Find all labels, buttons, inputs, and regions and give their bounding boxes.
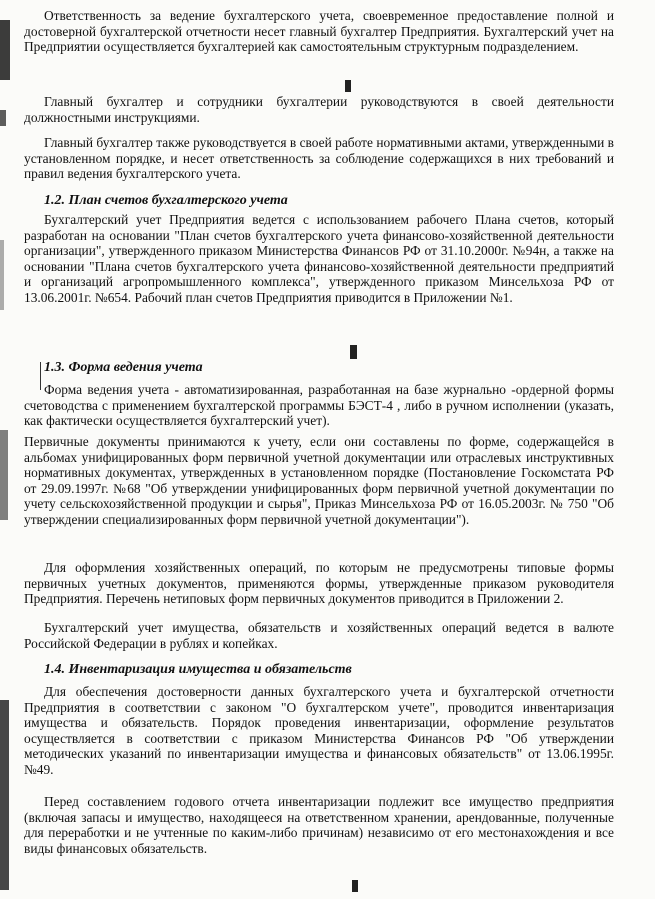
scan-edge-artifact — [0, 20, 10, 80]
paragraph-primary-documents: Первичные документы принимаются к учету, если они составлены по форме, содержащейся в альбомах унифицированных форм первичной учетной документации или отраслевых инструктивных нормативных документах, утвержденных в установленном порядке (Постановление Госкомстата РФ от 29.09.1997г. №68 "Об утверждении унифицированных форм первичной учетной документации по учету сельскохозяйственной продукции и сырья", Приказ Минсельхоза РФ от 16.05.2003г. № 750 "Об утверждении специализированных форм первичной учетной документации"). — [24, 434, 614, 527]
scan-speck — [352, 880, 358, 892]
scan-speck — [345, 80, 351, 92]
paragraph-accounting-form: Форма ведения учета - автоматизированная, разработанная на базе журнально -ордерной формы счетоводства с применением бухгалтерской программы БЭСТ-4 , либо в ручном исполнении (указать, как фактически осуществляется бухгалтерский учет). — [24, 382, 614, 429]
scan-edge-artifact — [0, 700, 9, 890]
paragraph-normative-acts: Главный бухгалтер также руководствуется в своей работе нормативными актами, утвержденными в установленном порядке, и несет ответственность за соблюдение содержащихся в них требований и правил ведения бухгалтерского учета. — [24, 135, 614, 182]
paragraph-annual-inventory: Перед составлением годового отчета инвентаризации подлежит все имущество предприятия (включая запасы и имущество, находящееся на ответственном хранении, арендованные, полученные для переработки и не учтенные по каким-либо причинам) независимо от его местонахождения и все виды финансовых обязательств. — [24, 794, 614, 856]
section-heading-1-4: 1.4. Инвентаризация имущества и обязательств — [44, 662, 352, 677]
paragraph-currency: Бухгалтерский учет имущества, обязательств и хозяйственных операций ведется в валюте Российской Федерации в рублях и копейках. — [24, 620, 614, 651]
scan-edge-artifact — [0, 110, 6, 126]
section-heading-1-3: 1.3. Форма ведения учета — [44, 360, 203, 375]
scan-edge-artifact — [0, 430, 8, 520]
paragraph-inventory: Для обеспечения достоверности данных бухгалтерского учета и бухгалтерской отчетности Предприятия в соответствии с законом "О бухгалтерском учете", проводится инвентаризация имущества и обязательств. Порядок проведения инвентаризации, оформление результатов осуществляется в соответствии с приказом Министерства Финансов РФ "Об утверждении методических указаний по инвентаризации имущества и финансовых обязательств" от 13.06.1995г. №49. — [24, 684, 614, 777]
paragraph-chart-of-accounts: Бухгалтерский учет Предприятия ведется с использованием рабочего Плана счетов, который разработан на основании "План счетов бухгалтерского учета финансово-хозяйственной деятельности организации", утвержденного приказом Министерства Финансов РФ от 31.10.2000г. №94н, а также на основании "Плана счетов бухгалтерского учета финансово-хозяйственной деятельности предприятий и организаций агропромышленного комплекса", утвержденного приказом Минсельхоза РФ от 13.06.2001г. №654. Рабочий план счетов Предприятия приводится в Приложении №1. — [24, 212, 614, 305]
paragraph-responsibility: Ответственность за ведение бухгалтерского учета, своевременное предоставление полной и достоверной бухгалтерской отчетности несет главный бухгалтер Предприятия. Бухгалтерский учет на Предприятии осуществляется бухгалтерией как самостоятельным структурным подразделением. — [24, 8, 614, 55]
scan-speck — [350, 345, 357, 359]
section-heading-1-2: 1.2. План счетов бухгалтерского учета — [44, 193, 288, 208]
scan-edge-artifact — [0, 240, 4, 310]
paragraph-instructions: Главный бухгалтер и сотрудники бухгалтерии руководствуются в своей деятельности должностными инструкциями. — [24, 94, 614, 125]
paragraph-custom-forms: Для оформления хозяйственных операций, по которым не предусмотрены типовые формы первичных учетных документов, применяются формы, утвержденные приказом руководителя Предприятия. Перечень нетиповых форм первичных документов приводится в Приложении 2. — [24, 560, 614, 607]
